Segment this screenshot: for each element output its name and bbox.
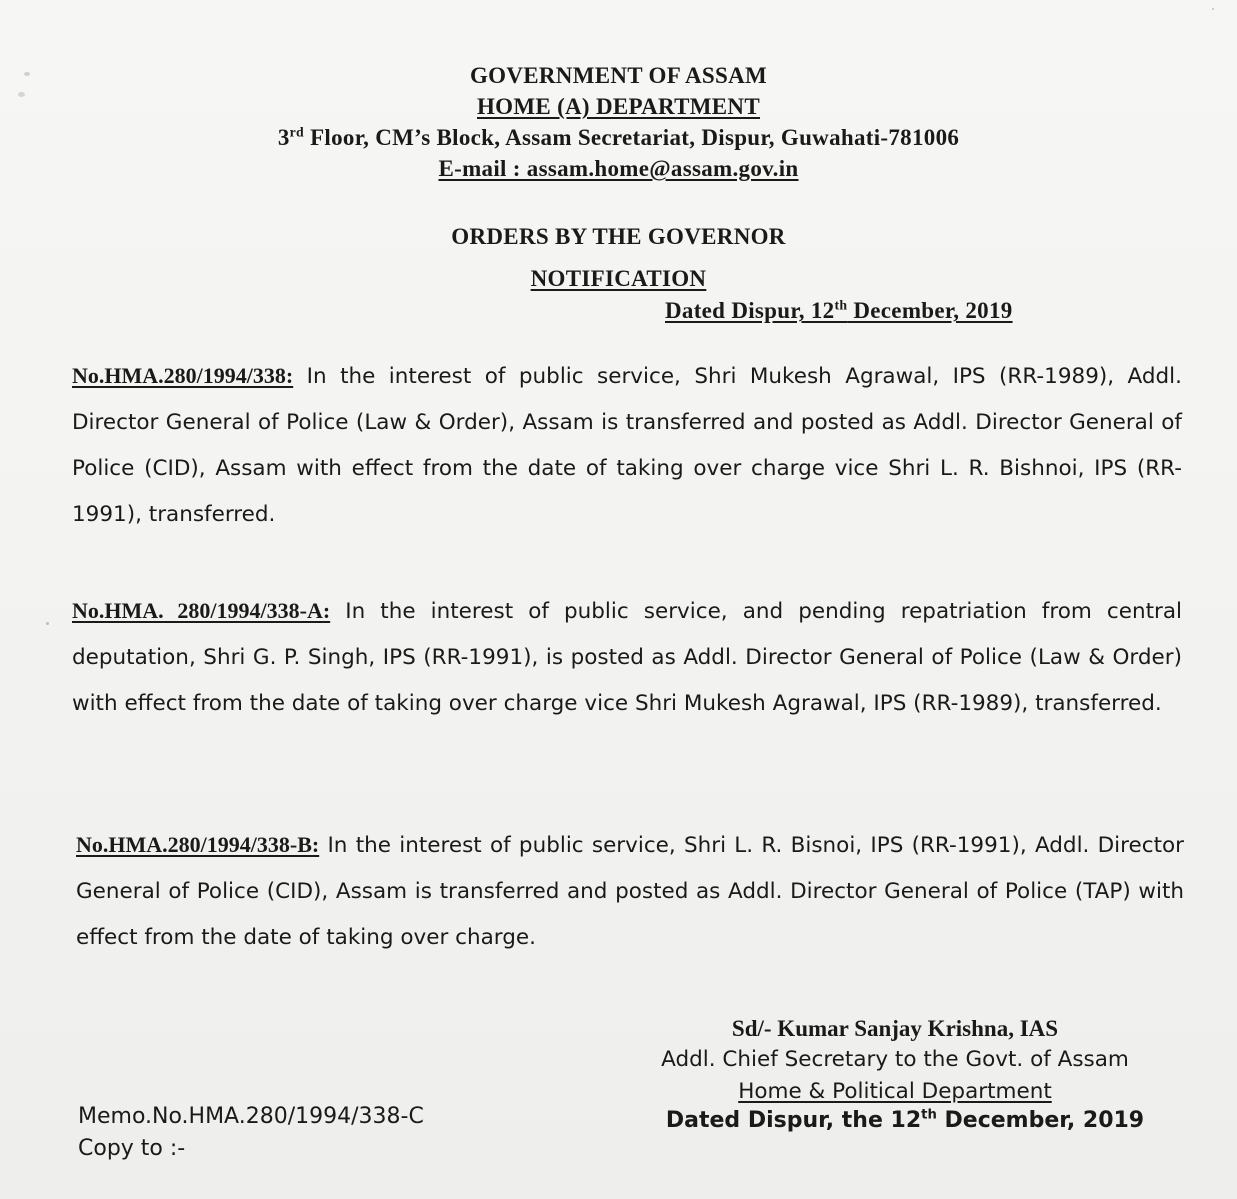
address-rest: Floor, CM’s Block, Assam Secretariat, Dispur, Guwahati-781006 bbox=[304, 125, 960, 150]
order-paragraph-2 bbox=[72, 588, 1182, 727]
signature-dated-sup: th bbox=[921, 1107, 937, 1123]
signature-dated-prefix: Dated Dispur, the 12 bbox=[665, 1108, 922, 1133]
signatory-department: Home & Political Department bbox=[738, 1079, 1052, 1104]
signature-dated bbox=[650, 1108, 1160, 1133]
order-paragraph-1 bbox=[72, 353, 1182, 538]
address-floor-num: 3 bbox=[277, 125, 290, 150]
signatory-department-wrap bbox=[640, 1079, 1150, 1104]
government-title: GOVERNMENT OF ASSAM bbox=[469, 63, 768, 88]
dated-suffix: December, 2019 bbox=[847, 298, 1013, 323]
order-text-2: In the interest of public service, and pending repatriation from central deputation, Shri G. P. Singh, IPS (RR-1991), is posted as Addl. Director General of Police (Law & Order) with effect from the date of taking over charge vice Shri Mukesh Agrawal, IPS (RR-1989), transferred. bbox=[72, 599, 1182, 716]
order-ref-1: No.HMA.280/1994/338: bbox=[72, 363, 294, 388]
address-floor-sup: rd bbox=[289, 124, 305, 140]
notification-title: NOTIFICATION bbox=[530, 266, 707, 291]
address-line bbox=[0, 125, 1237, 151]
order-paragraph-3 bbox=[76, 822, 1184, 961]
signatory-designation: Addl. Chief Secretary to the Govt. of Assam bbox=[661, 1047, 1129, 1072]
order-text-1: In the interest of public service, Shri Mukesh Agrawal, IPS (RR-1989), Addl. Director General of Police (Law & Order), Assam is transferred and posted as Addl. Director General of Police (CID), Assam with effect from the date of taking over charge vice Shri L. R. Bishnoi, IPS (RR-1991), transferred. bbox=[72, 364, 1182, 527]
order-ref-3: No.HMA.280/1994/338-B: bbox=[76, 832, 320, 857]
order-ref-2: No.HMA. 280/1994/338-A: bbox=[72, 598, 331, 623]
order-text-3: In the interest of public service, Shri L. R. Bisnoi, IPS (RR-1991), Addl. Director General of Police (CID), Assam is transferred and posted as Addl. Director General of Police (TAP) with effect from the date of taking over charge. bbox=[76, 833, 1184, 950]
email-line: E-mail : assam.home@assam.gov.in bbox=[438, 156, 799, 181]
dated-line bbox=[665, 298, 1013, 324]
scan-speck bbox=[46, 622, 49, 625]
department-title-wrap bbox=[0, 94, 1237, 120]
department-title: HOME (A) DEPARTMENT bbox=[476, 94, 760, 119]
dated-prefix: Dated Dispur, 12 bbox=[665, 298, 835, 323]
email-line-wrap bbox=[0, 156, 1237, 182]
signature-dated-suffix: December, 2019 bbox=[936, 1108, 1145, 1133]
notification-title-wrap bbox=[0, 266, 1237, 292]
memo-number: Memo.No.HMA.280/1994/338-C bbox=[78, 1104, 424, 1129]
orders-title: ORDERS BY THE GOVERNOR bbox=[451, 224, 786, 249]
signatory-name: Sd/- Kumar Sanjay Krishna, IAS bbox=[731, 1016, 1059, 1041]
scan-speck bbox=[1212, 8, 1214, 10]
copy-to: Copy to :- bbox=[78, 1136, 186, 1161]
dated-sup: th bbox=[834, 297, 848, 313]
